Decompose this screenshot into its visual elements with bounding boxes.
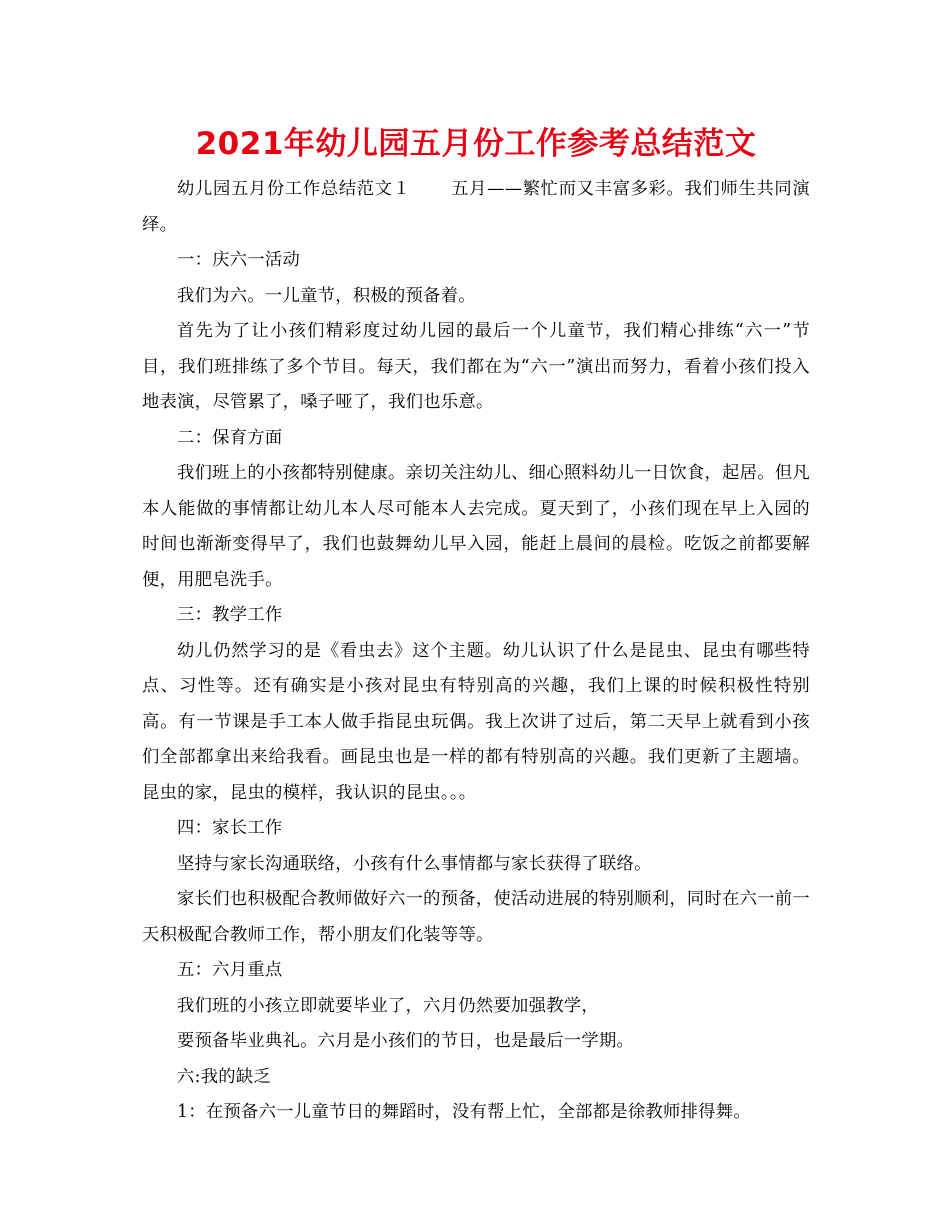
section-heading-2: 二：保育方面 xyxy=(177,427,283,448)
body-paragraph: 我们为六。一儿童节，积极的预备着。 xyxy=(177,285,476,306)
body-paragraph: 幼儿仍然学习的是《看虫去》这个主题。幼儿认识了什么是昆虫、昆虫有哪些特点、习性等。还有确实是小孩对昆虫有特别高的兴趣，我们上课的时候积极性特别高。有一节课是手工本人做手指昆虫玩偶。我上次讲了过后，第二天早上就看到小孩们全部都拿出来给我看。画昆虫也是一样的都有特别高的兴趣。我们更新了主题墙。昆虫的家，昆虫的模样，我认识的昆虫。。。 xyxy=(142,640,810,803)
body-paragraph: 家长们也积极配合教师做好六一的预备，使活动进展的特别顺利，同时在六一前一天积极配合教师工作，帮小朋友们化装等等。 xyxy=(142,889,810,945)
document-title: 2021年幼儿园五月份工作参考总结范文 xyxy=(195,126,757,162)
body-paragraph: 1：在预备六一儿童节日的舞蹈时，没有帮上忙，全部都是徐教师排得舞。 xyxy=(177,1102,751,1122)
section-heading-3: 三：教学工作 xyxy=(177,605,283,625)
body-paragraph: 我们班上的小孩都特别健康。亲切关注幼儿、细心照料幼儿一日饮食，起居。但凡本人能做的事情都让幼儿本人尽可能本人去完成。夏天到了，小孩们现在早上入园的时间也渐渐变得早了，我们也鼓舞幼儿早入园，能赶上晨间的晨检。吃饭之前都要解便，用肥皂洗手。 xyxy=(142,463,810,590)
intro-lead: 幼儿园五月份工作总结范文１ xyxy=(177,179,411,199)
section-heading-1: 一：庆六一活动 xyxy=(177,250,301,270)
body-paragraph: 要预备毕业典礼。六月是小孩们的节日，也是最后一学期。 xyxy=(177,1031,635,1051)
intro-text: 五月——繁忙而又丰富多彩。我们师生共同演绎。 xyxy=(142,179,810,235)
section-heading-5: 五：六月重点 xyxy=(177,960,283,980)
body-paragraph: 首先为了让小孩们精彩度过幼儿园的最后一个儿童节，我们精心排练“六一”节目，我们班排练了多个节目。每天，我们都在为“六一”演出而努力，看着小孩们投入地表演，尽管累了，嗓子哑了，我们也乐意。 xyxy=(142,321,810,412)
body-paragraph: 我们班的小孩立即就要毕业了，六月仍然要加强教学， xyxy=(177,995,599,1016)
body-paragraph: 坚持与家长沟通联络，小孩有什么事情都与家长获得了联络。 xyxy=(177,853,652,874)
section-heading-6: 六:我的缺乏 xyxy=(177,1066,272,1087)
intro-paragraph xyxy=(142,172,810,243)
section-heading-4: 四：家长工作 xyxy=(177,818,283,838)
